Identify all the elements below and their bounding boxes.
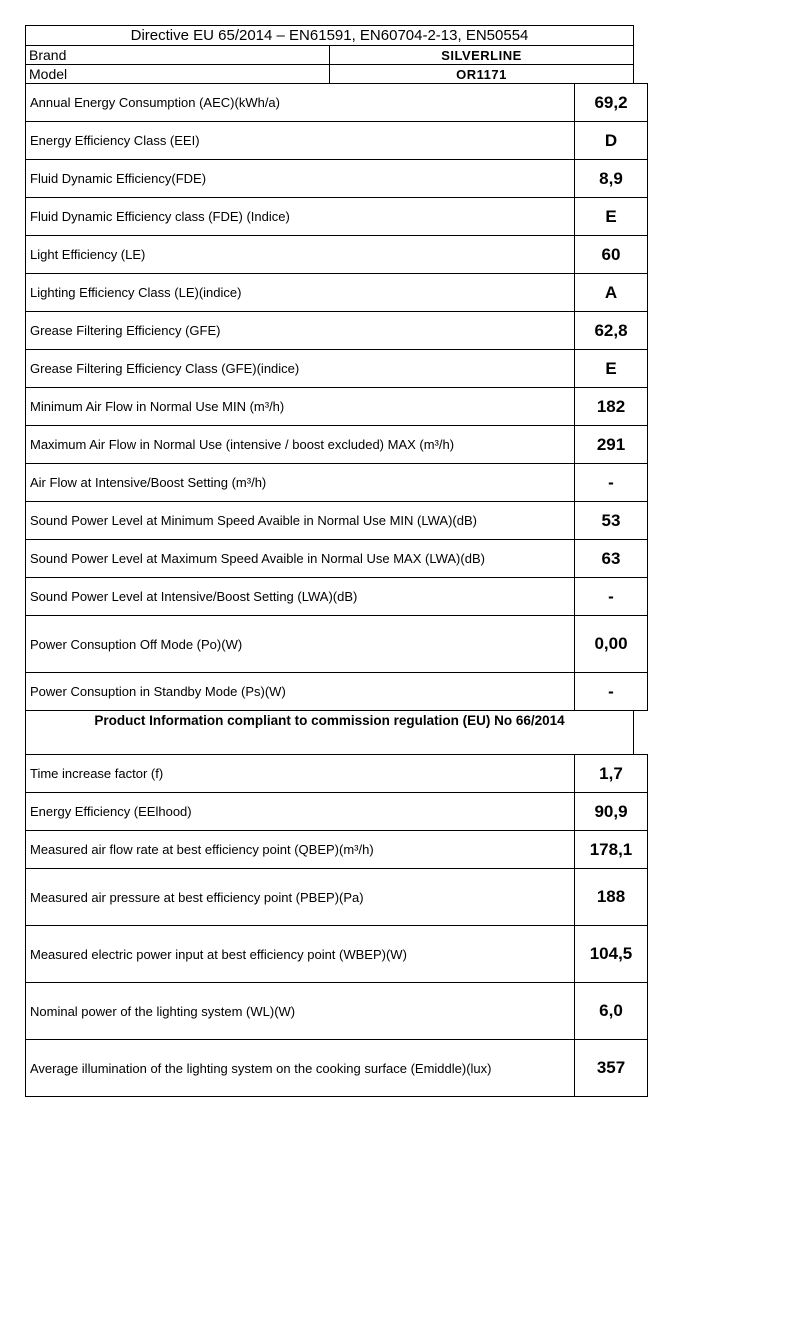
spec-row [26,1040,648,1097]
spec-label: Energy Efficiency (EElhood) [26,793,575,831]
table-title: Directive EU 65/2014 – EN61591, EN60704-2-13, EN50554 [26,26,634,46]
spec-value: 90,9 [575,793,648,831]
spec-value: 188 [575,869,648,926]
spec-row [26,983,648,1040]
spec-value: 104,5 [575,926,648,983]
spec-value: A [575,274,648,312]
spec-row [26,122,648,160]
spec-row [26,869,648,926]
spec-label: Power Consuption in Standby Mode (Ps)(W) [26,673,575,711]
spec-value: 60 [575,236,648,274]
spec-row [26,350,648,388]
model-value: OR1171 [330,65,634,84]
spec-row [26,464,648,502]
spec-label: Light Efficiency (LE) [26,236,575,274]
spec-row [26,540,648,578]
spec-value: 8,9 [575,160,648,198]
spec-table-regulation [25,754,648,1097]
spec-row [26,426,648,464]
spec-row [26,388,648,426]
spec-label: Grease Filtering Efficiency (GFE) [26,312,575,350]
section-header-table [25,710,634,755]
spec-label: Fluid Dynamic Efficiency(FDE) [26,160,575,198]
spec-row [26,160,648,198]
spec-value: 53 [575,502,648,540]
spec-value: 63 [575,540,648,578]
spec-value: - [575,673,648,711]
spec-row [26,312,648,350]
spec-value: 357 [575,1040,648,1097]
spec-value: 178,1 [575,831,648,869]
spec-row [26,236,648,274]
spec-label: Power Consuption Off Mode (Po)(W) [26,616,575,673]
spec-row [26,616,648,673]
spec-row [26,198,648,236]
brand-row [26,46,634,65]
spec-row [26,755,648,793]
spec-label: Fluid Dynamic Efficiency class (FDE) (Indice) [26,198,575,236]
spec-row [26,578,648,616]
spec-row [26,274,648,312]
spec-label: Energy Efficiency Class (EEI) [26,122,575,160]
spec-label: Sound Power Level at Minimum Speed Avaible in Normal Use MIN (LWA)(dB) [26,502,575,540]
spec-row [26,926,648,983]
spec-label: Minimum Air Flow in Normal Use MIN (m³/h) [26,388,575,426]
spec-value: 6,0 [575,983,648,1040]
spec-row [26,673,648,711]
spec-row [26,793,648,831]
spec-table-directive [25,83,648,711]
spec-value: 1,7 [575,755,648,793]
spec-value: 0,00 [575,616,648,673]
spec-label: Air Flow at Intensive/Boost Setting (m³/h) [26,464,575,502]
model-label: Model [26,65,330,84]
spec-value: 62,8 [575,312,648,350]
spec-value: E [575,350,648,388]
spec-label: Grease Filtering Efficiency Class (GFE)(indice) [26,350,575,388]
model-row [26,65,634,84]
header-table [25,25,634,84]
spec-value: 182 [575,388,648,426]
spec-label: Measured air flow rate at best efficiency point (QBEP)(m³/h) [26,831,575,869]
section-header: Product Information compliant to commission regulation (EU) No 66/2014 [26,711,634,755]
spec-label: Sound Power Level at Intensive/Boost Setting (LWA)(dB) [26,578,575,616]
spec-row [26,502,648,540]
spec-sheet [25,25,634,1097]
spec-row [26,84,648,122]
spec-value: - [575,464,648,502]
spec-label: Lighting Efficiency Class (LE)(indice) [26,274,575,312]
spec-value: 69,2 [575,84,648,122]
spec-value: E [575,198,648,236]
spec-value: - [575,578,648,616]
spec-label: Nominal power of the lighting system (WL)(W) [26,983,575,1040]
spec-value: 291 [575,426,648,464]
spec-value: D [575,122,648,160]
spec-label: Measured electric power input at best efficiency point (WBEP)(W) [26,926,575,983]
spec-label: Measured air pressure at best efficiency point (PBEP)(Pa) [26,869,575,926]
brand-label: Brand [26,46,330,65]
spec-label: Maximum Air Flow in Normal Use (intensive / boost excluded) MAX (m³/h) [26,426,575,464]
spec-row [26,831,648,869]
spec-label: Sound Power Level at Maximum Speed Avaible in Normal Use MAX (LWA)(dB) [26,540,575,578]
spec-label: Time increase factor (f) [26,755,575,793]
section-header-row [26,711,634,755]
spec-label: Average illumination of the lighting system on the cooking surface (Emiddle)(lux) [26,1040,575,1097]
title-row [26,26,634,46]
spec-label: Annual Energy Consumption (AEC)(kWh/a) [26,84,575,122]
brand-value: SILVERLINE [330,46,634,65]
